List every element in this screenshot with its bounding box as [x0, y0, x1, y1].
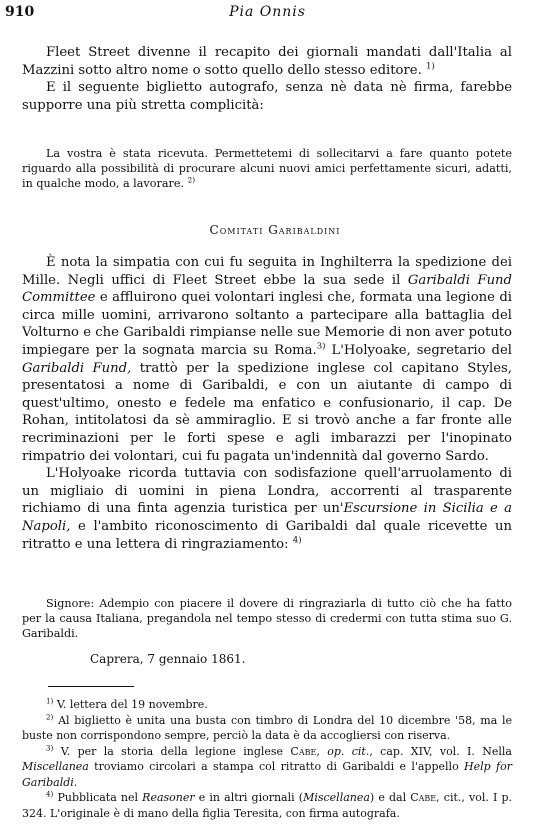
garibaldi-letter [22, 596, 512, 641]
intro-text [22, 44, 512, 114]
intro-paragraph-2: E il seguente biglietto autografo, senza nè data nè firma, farebbe supporre una più stretta complicità: [22, 80, 512, 113]
quoted-note-text: La vostra è stata ricevuta. Permettetemi di sollecitarvi a fare quanto potete riguardo alla possibilità di procurare alcuni nuovi amici perfettamente sicuri, adatti, in qualche modo, a lavorare. $^{2)}$ [22, 147, 512, 190]
page-number: 910 [5, 4, 35, 20]
main-paragraph-1: È nota la simpatia con cui fu seguita in Inghilterra la spedizione dei Mille. Negli uffici di Fleet Street ebbe la sua sede il Garibaldi Fund Committee e affluirono quei volontari inglesi che, formata una legione di circa mille uomini, arrivarono soltanto a partecipare alla battaglia del Volturno e che Garibaldi rimpianse nelle sue Memorie di non aver potuto impiegare per la sognata marcia su Roma.$^{3)}$ L'Holyoake, segretario del Garibaldi Fund, trattò per la spedizione inglese col capitano Styles, presentatosi a nome di Garibaldi, e con un aiutante di campo di quest'ultimo, onesto e fedele ma enfatico e confusionario, il cap. De Rohan, intitolatosi da sè ammiraglio. E si trovò anche a far fronte alle recriminazioni per le forti spese e agli imbarazzi per l'inopinato rimpatrio dei volontari, cui fu pagata un'indennità dal governo Sardo. [22, 255, 513, 464]
footnote-3: $^{3)}$ V. per la storia della legione inglese Cabe, op. cit., cap. XIV, vol. I. Nella Miscellanea troviamo circolari a stampa col ritratto di Garibaldi e l'appello Help for Garibaldi. [22, 742, 512, 789]
running-head: Pia Onnis [229, 4, 306, 20]
intro-paragraph-1: Fleet Street divenne il recapito dei giornali mandati dall'Italia al Mazzini sotto altro nome o sotto quello dello stesso editore. $^{1)}$ [22, 45, 512, 78]
footnote-4: $^{4)}$ Pubblicata nel Reasoner e in altri giornali (Miscellanea) e dal Cabe, cit., vol. I p. 324. L'originale è di mano della figlia Teresita, con firma autografa. [22, 789, 512, 820]
footnote-ref-4: 4) [292, 535, 302, 546]
footnote-ref-1: 1) [426, 61, 435, 72]
main-paragraph-2: L'Holyoake ricorda tuttavia con sodisfazione quell'arruolamento di un migliaio di uomini in piena Londra, accorrenti al trasparente richiamo di una finta agenzia turistica per un'Escursione in Sicilia e a Napoli, e l'ambito riconoscimento di Garibaldi dal quale ricevette un ritratto e una lettera di ringraziamento: $^{4)}$ [22, 466, 512, 552]
section-title: Comitati Garibaldini [209, 223, 341, 237]
footnote-ref-2: 2) [187, 175, 196, 185]
footnote-2: $^{2)}$ Al biglietto è unita una busta con timbro di Londra del 10 dicembre '58, ma le buste non corrispondono sempre, perciò la data è da accogliersi con riserva. [22, 711, 512, 742]
footnotes [22, 697, 512, 821]
footnote-rule [48, 686, 134, 687]
quoted-note [22, 146, 512, 191]
footnote-ref-3: 3) [316, 341, 326, 352]
footnote-1: $^{1)}$ V. lettera del 19 novembre. [46, 696, 208, 711]
letter-place-date: Caprera, 7 gennaio 1861. [90, 652, 246, 666]
main-text [22, 254, 512, 553]
page-header [5, 4, 530, 24]
garibaldi-letter-text: Signore: Adempio con piacere il dovere di ringraziarla di tutto ciò che ha fatto per la causa Italiana, pregandola nel tempo stesso di credermi con tutta stima suo G. Garibaldi. [22, 597, 512, 640]
